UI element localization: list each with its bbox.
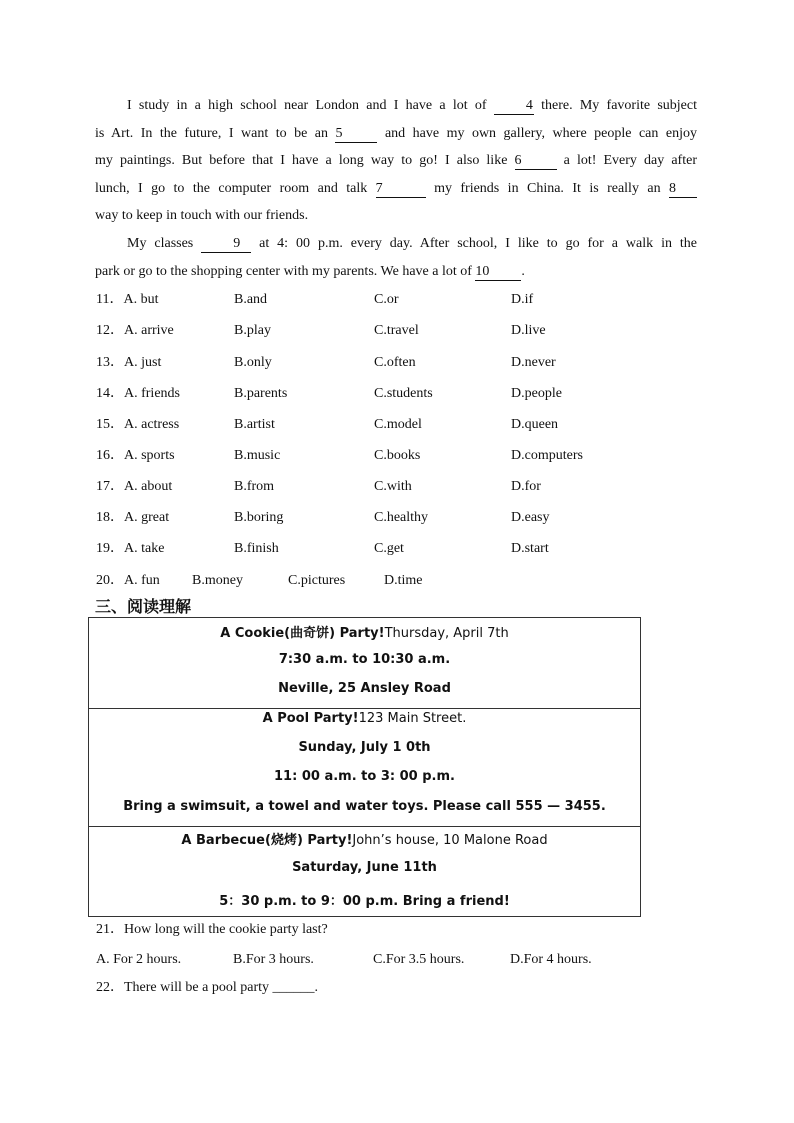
barbecue-party-time: 5：30 p.m. to 9：00 p.m. Bring a friend! xyxy=(219,894,510,909)
option-c[interactable]: C.For 3.5 hours. xyxy=(373,952,465,967)
option-b[interactable]: B.parents xyxy=(234,386,288,401)
passage-line: My classes 9 at 4: 00 p.m. every day. After school, I like to go for a walk in the xyxy=(127,236,697,251)
pool-party-cell xyxy=(89,709,640,827)
option-b[interactable]: B.music xyxy=(234,448,281,463)
option-a[interactable]: 15．A. actress xyxy=(96,417,180,432)
cookie-party-title: A Cookie(曲奇饼) Party!Thursday, April 7th xyxy=(220,626,509,641)
option-b[interactable]: B.only xyxy=(234,355,272,370)
option-a[interactable]: 18．A. great xyxy=(96,510,170,525)
option-b[interactable]: B.For 3 hours. xyxy=(233,952,314,967)
blank-5[interactable]: 5 xyxy=(335,126,377,143)
option-d[interactable]: D.For 4 hours. xyxy=(510,952,592,967)
passage-paragraph-1 xyxy=(95,92,697,230)
pool-party-time: 11: 00 a.m. to 3: 00 p.m. xyxy=(274,769,455,784)
passage-paragraph-2 xyxy=(95,230,697,285)
option-a[interactable]: 20．A. fun xyxy=(96,573,160,588)
option-d[interactable]: D.live xyxy=(511,323,546,338)
question-22-stem: 22．There will be a pool party ______. xyxy=(96,980,319,995)
option-b[interactable]: B.boring xyxy=(234,510,284,525)
option-c[interactable]: C.travel xyxy=(374,323,419,338)
option-c[interactable]: C.often xyxy=(374,355,416,370)
option-a[interactable]: 19．A. take xyxy=(96,541,165,556)
passage-line: I study in a high school near London and I have a lot of 4 there. My favorite subject xyxy=(127,98,697,113)
blank-4[interactable]: 4 xyxy=(494,98,534,115)
pool-party-date: Sunday, July 1 0th xyxy=(298,740,431,755)
option-a[interactable]: 13．A. just xyxy=(96,355,162,370)
question-21-stem: 21．How long will the cookie party last? xyxy=(96,922,328,937)
barbecue-party-date: Saturday, June 11th xyxy=(292,860,437,875)
passage-line: lunch, I go to the computer room and talk 7 my friends in China. It is really an 8 xyxy=(95,175,697,203)
option-a[interactable]: A. For 2 hours. xyxy=(96,952,182,967)
option-c[interactable]: C.model xyxy=(374,417,422,432)
section-title: 三、阅读理解 xyxy=(95,597,192,616)
blank-7[interactable]: 7 xyxy=(376,181,426,198)
option-a[interactable]: 11．A. but xyxy=(96,292,159,307)
option-d[interactable]: D.easy xyxy=(511,510,550,525)
blank-8[interactable]: 8 xyxy=(669,181,697,198)
passage-line: way to keep in touch with our friends. xyxy=(95,208,309,223)
option-d[interactable]: D.start xyxy=(511,541,549,556)
cookie-party-cell xyxy=(89,618,640,709)
blank-9[interactable]: 9 xyxy=(201,236,251,253)
passage-line: my paintings. But before that I have a long way to go! I also like 6 a lot! Every day after xyxy=(95,153,697,168)
option-b[interactable]: B.play xyxy=(234,323,271,338)
option-c[interactable]: C.get xyxy=(374,541,404,556)
party-table xyxy=(88,617,641,917)
option-b[interactable]: B.artist xyxy=(234,417,275,432)
passage-line: is Art. In the future, I want to be an 5 and have my own gallery, where people can enjoy xyxy=(95,125,697,141)
blank-6[interactable]: 6 xyxy=(515,153,557,170)
passage-line: park or go to the shopping center with my parents. We have a lot of 10 . xyxy=(95,263,525,279)
option-a[interactable]: 16．A. sports xyxy=(96,448,175,463)
option-c[interactable]: C.pictures xyxy=(288,573,346,588)
blank-10[interactable]: 10 xyxy=(475,264,521,281)
option-b[interactable]: B.finish xyxy=(234,541,279,556)
option-b[interactable]: B.and xyxy=(234,292,268,307)
option-c[interactable]: C.or xyxy=(374,292,399,307)
answer-blank[interactable]: ______ xyxy=(272,980,315,995)
option-c[interactable]: C.with xyxy=(374,479,412,494)
barbecue-party-cell xyxy=(89,827,640,916)
option-a[interactable]: 17．A. about xyxy=(96,479,173,494)
option-d[interactable]: D.if xyxy=(511,292,534,307)
cookie-party-time: 7:30 a.m. to 10:30 a.m. xyxy=(278,652,451,667)
option-a[interactable]: 14．A. friends xyxy=(96,386,180,401)
cookie-party-address: Neville, 25 Ansley Road xyxy=(278,681,451,696)
option-d[interactable]: D.computers xyxy=(511,448,583,463)
option-b[interactable]: B.from xyxy=(234,479,275,494)
option-b[interactable]: B.money xyxy=(192,573,243,588)
option-a[interactable]: 12．A. arrive xyxy=(96,323,174,338)
option-d[interactable]: D.never xyxy=(511,355,556,370)
option-d[interactable]: D.people xyxy=(511,386,562,401)
option-d[interactable]: D.time xyxy=(384,573,423,588)
option-c[interactable]: C.students xyxy=(374,386,433,401)
pool-party-title: A Pool Party!123 Main Street. xyxy=(262,711,467,726)
barbecue-party-title: A Barbecue(烧烤) Party!John’s house, 10 Malone Road xyxy=(181,833,548,848)
option-d[interactable]: D.queen xyxy=(511,417,559,432)
pool-party-note: Bring a swimsuit, a towel and water toys. Please call 555 — 3455. xyxy=(123,799,606,814)
option-c[interactable]: C.healthy xyxy=(374,510,429,525)
option-c[interactable]: C.books xyxy=(374,448,421,463)
option-d[interactable]: D.for xyxy=(511,479,541,494)
